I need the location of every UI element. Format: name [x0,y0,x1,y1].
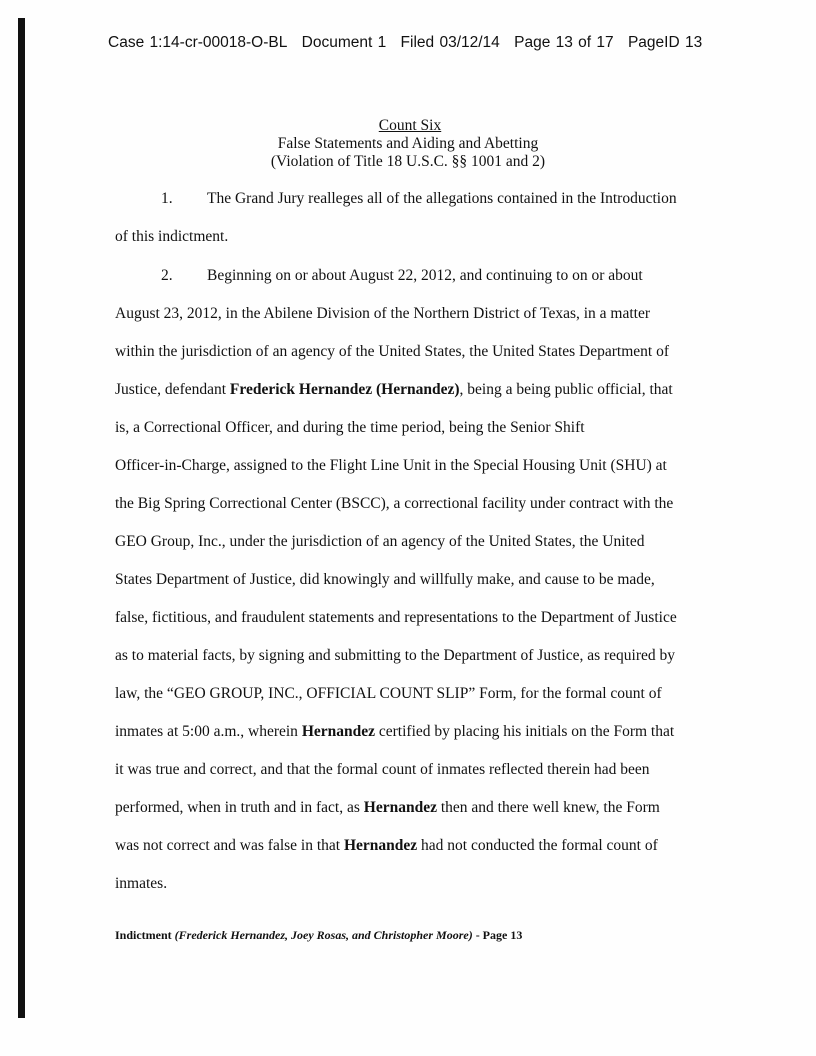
paragraph-line: it was true and correct, and that the formal count of inmates reflected therein had been [115,761,650,778]
footer-parties: (Frederick Hernandez, Joey Rosas, and Christopher Moore) [174,928,473,942]
case-number: Case 1:14-cr-00018-O-BL [108,34,288,51]
text-run: performed, when in truth and in fact, as [115,799,364,816]
document-number: Document 1 [301,34,387,51]
defendant-name: Frederick Hernandez (Hernandez) [229,381,460,398]
footer-label: Indictment [115,928,175,942]
paragraph-line: Officer-in-Charge, assigned to the Flight Line Unit in the Special Housing Unit (SHU) at [115,457,667,474]
paragraph-line: within the jurisdiction of an agency of the United States, the United States Department of [115,343,669,360]
paragraph-line: as to material facts, by signing and submitting to the Department of Justice, as required by [115,647,676,664]
text-run: had not conducted the formal count of [417,837,658,854]
paragraph-line: Beginning on or about August 22, 2012, and continuing to on or about [207,267,643,284]
page-count: Page 13 of 17 [514,34,614,51]
paragraph-line [115,723,707,761]
text-run: then and there well knew, the Form [436,799,660,816]
page-footer [115,928,522,943]
paragraph-line [115,837,707,875]
court-filing-header [108,34,808,52]
defendant-name: Hernandez [363,799,437,816]
paragraph-number: 2. [161,267,173,284]
paragraph-line: GEO Group, Inc., under the jurisdiction of an agency of the United States, the United [115,533,645,550]
paragraph-line: inmates. [115,875,168,892]
paragraph-line: the Big Spring Correctional Center (BSCC), a correctional facility under contract with the [115,495,674,512]
paragraph-line: is, a Correctional Officer, and during the time period, being the Senior Shift [115,419,585,436]
footer-page: - Page 13 [472,928,523,942]
text-run: certified by placing his initials on the Form that [375,723,675,740]
paragraph-2 [115,267,707,913]
defendant-name: Hernandez [301,723,375,740]
text-run: Justice, defendant [115,381,230,398]
count-heading [0,117,816,171]
paragraph-1 [115,190,707,266]
text-run: inmates at 5:00 a.m., wherein [115,723,302,740]
count-title: Count Six [378,117,442,134]
text-run: was not correct and was false in that [115,837,344,854]
page-id: PageID 13 [627,34,703,51]
paragraph-line: law, the “GEO GROUP, INC., OFFICIAL COUNT SLIP” Form, for the formal count of [115,685,662,702]
paragraph-line: States Department of Justice, did knowingly and willfully make, and cause to be made, [115,571,655,588]
paragraph-line: false, fictitious, and fraudulent statements and representations to the Department of Justice [115,609,677,626]
defendant-name: Hernandez [343,837,418,854]
paragraph-line: August 23, 2012, in the Abilene Division of the Northern District of Texas, in a matter [115,305,651,322]
paragraph-line [115,381,707,419]
count-subtitle: False Statements and Aiding and Abetting [277,135,539,152]
count-violation: (Violation of Title 18 U.S.C. §§ 1001 and 2) [270,153,546,170]
paragraph-line: The Grand Jury realleges all of the allegations contained in the Introduction [207,190,677,207]
paragraph-line [115,799,707,837]
filed-date: Filed 03/12/14 [400,34,500,51]
paragraph-number: 1. [161,190,173,207]
paragraph-line: of this indictment. [115,228,229,245]
text-run: , being a being public official, that [459,381,673,398]
